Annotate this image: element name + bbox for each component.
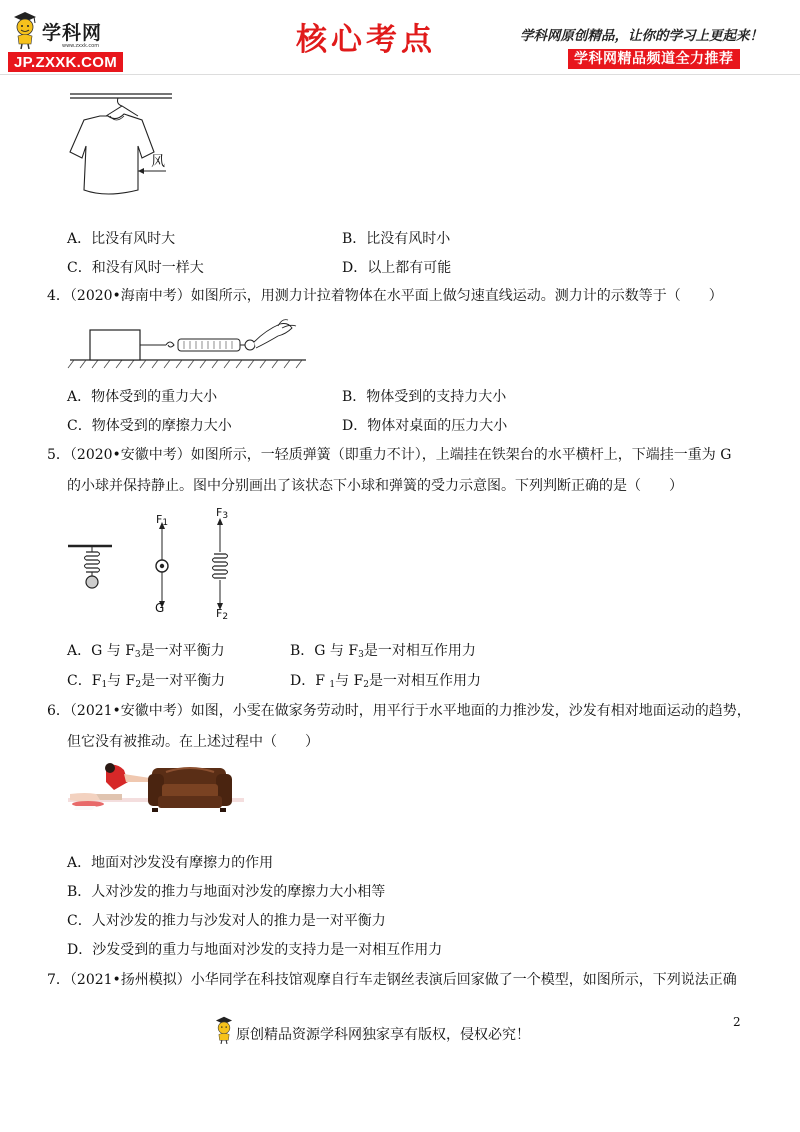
q4-option-b[interactable]: B．物体受到的支持力大小 <box>342 389 507 405</box>
footer-mascot-icon <box>213 1015 235 1045</box>
logo-text: 学科网 <box>42 22 103 44</box>
q4-option-d[interactable]: D．物体对桌面的压力大小 <box>342 418 508 434</box>
q6-option-c[interactable]: C．人对沙发的推力与沙发对人的推力是一对平衡力 <box>67 913 386 929</box>
q3-option-d[interactable]: D．以上都有可能 <box>342 260 452 276</box>
slogan: 学科网原创精品，让你的学习上更起来！ <box>520 28 763 44</box>
q6-option-d[interactable]: D．沙发受到的重力与地面对沙发的支持力是一对相互作用力 <box>67 942 443 958</box>
q5-stem-line1: 5．（2020•安徽中考）如图所示，一轻质弹簧（即重力不计），上端挂在铁架台的水平横杆上，下端挂一重为 G <box>47 447 732 463</box>
q3-option-c[interactable]: C．和没有风时一样大 <box>67 260 204 276</box>
q7-stem-line1: 7．（2021•扬州模拟）小华同学在科技馆观摩自行车走钢丝表演后回家做了一个模型，如图所示，下列说法正确 <box>47 972 737 988</box>
spring-scale-figure <box>66 316 312 372</box>
q4-option-c[interactable]: C．物体受到的摩擦力大小 <box>67 418 232 434</box>
wind-label: 风 <box>151 154 165 170</box>
header-divider <box>0 74 800 75</box>
header <box>0 0 800 80</box>
spring-force-diagram <box>205 516 235 612</box>
label-f2: $F_2$ <box>216 607 229 622</box>
q4-option-a[interactable]: A．物体受到的重力大小 <box>67 389 218 405</box>
label-f3: $F_3$ <box>216 506 229 521</box>
site-badge[interactable]: JP.ZXXK.COM <box>8 52 123 72</box>
channel-badge: 学科网精品频道全力推荐 <box>568 49 740 69</box>
q5-stem-line2: 的小球并保持静止。图中分别画出了该状态下小球和弹簧的受力示意图。下列判断正确的是（ ） <box>67 478 683 494</box>
q5-option-b[interactable]: B．G 与 $F_3$是一对相互作用力 <box>290 643 476 660</box>
spring-ball-figure <box>66 538 116 598</box>
q5-option-d[interactable]: D．F $_1$与 $F_2$是一对相互作用力 <box>290 673 482 690</box>
shirt-wind-figure <box>66 88 186 200</box>
push-sofa-figure <box>66 760 246 820</box>
page-title: 核心考点 <box>296 22 436 58</box>
q5-option-c[interactable]: C．$F_1$与 $F_2$是一对平衡力 <box>67 673 226 690</box>
logo-url: www.zxxk.com <box>62 43 100 49</box>
q6-stem-line1: 6．（2021•安徽中考）如图，小雯在做家务劳动时，用平行于水平地面的力推沙发，沙发有相对地面运动的趋势， <box>47 703 751 719</box>
label-f1: $F_1$ <box>156 513 169 528</box>
label-g: G <box>155 601 165 615</box>
ball-force-diagram <box>150 520 174 610</box>
page-number: 2 <box>733 1015 741 1029</box>
q3-option-a[interactable]: A．比没有风时大 <box>67 231 176 247</box>
q6-option-b[interactable]: B．人对沙发的推力与地面对沙发的摩擦力大小相等 <box>67 884 386 900</box>
q5-option-a[interactable]: A．G 与 $F_3$是一对平衡力 <box>67 643 225 660</box>
q6-stem-line2: 但它没有被推动。在上述过程中（ ） <box>67 734 319 750</box>
q6-option-a[interactable]: A．地面对沙发没有摩擦力的作用 <box>67 855 274 871</box>
mascot-icon <box>10 10 40 50</box>
q4-stem: 4．（2020•海南中考）如图所示，用测力计拉着物体在水平面上做匀速直线运动。测力计的示数等于（ ） <box>47 288 723 304</box>
q3-option-b[interactable]: B．比没有风时小 <box>342 231 451 247</box>
footer-copyright: 原创精品资源学科网独家享有版权，侵权必究！ <box>236 1027 530 1043</box>
